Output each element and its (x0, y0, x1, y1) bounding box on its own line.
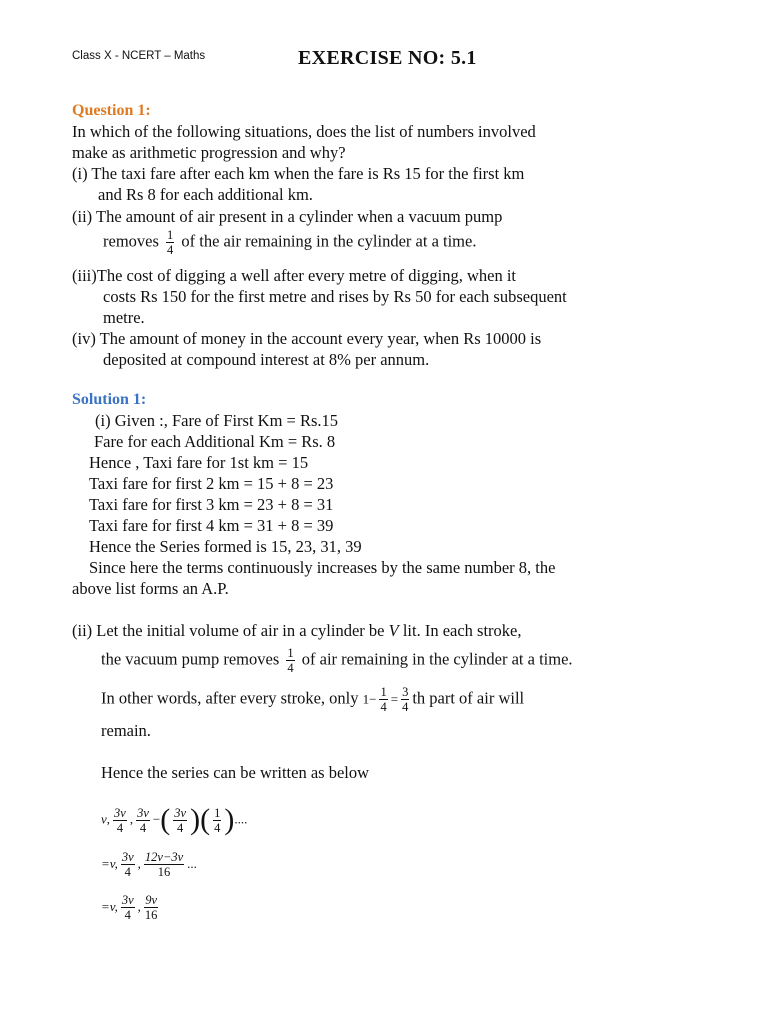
question-heading: Question 1: (72, 102, 151, 119)
question-item-i-line-2: and Rs 8 for each additional km. (98, 185, 313, 204)
question-item-ii-line-2: removes $\frac{1}{4}$ of the air remaining in the cylinder at a time. (103, 228, 477, 257)
fraction-3v-over-4: $\frac{3v}{4}$ (121, 893, 134, 922)
solution-ii-line-1: (ii) Let the initial volume of air in a cylinder be V lit. In each stroke, (72, 621, 522, 640)
fraction-3v-over-4: $\frac{3v}{4}$ (114, 805, 126, 835)
solution-heading: Solution 1: (72, 391, 147, 408)
question-intro-line-1: In which of the following situations, does the list of numbers involved (72, 122, 536, 141)
solution-line-1: (i) Given :, Fare of First Km = Rs.15 (95, 411, 339, 430)
fraction-one-quarter: $\frac{1}{4}$ (287, 646, 294, 675)
question-item-iv-line-2: deposited at compound interest at 8% per annum. (103, 350, 430, 369)
question-intro-line-2: make as arithmetic progression and why? (72, 143, 346, 162)
series-expression-2: =v, $\frac{3v}{4}$ , $\frac{12v-3v}{16}$ ... (101, 850, 197, 879)
question-item-ii-line-1: (ii) The amount of air present in a cylinder when a vacuum pump (72, 207, 503, 226)
solution-line-9: above list forms an A.P. (72, 579, 229, 598)
solution-line-7: Hence the Series formed is 15, 23, 31, 39 (89, 537, 362, 556)
solution-ii-line-4: remain. (101, 721, 151, 740)
fraction-3v-over-4: $\frac{3v}{4}$ (174, 805, 187, 835)
series-expression-3: =v, $\frac{3v}{4}$ , $\frac{9v}{16}$ (101, 893, 158, 922)
fraction-12v-minus-3v-over-16: $\frac{12v-3v}{16}$ (144, 850, 184, 879)
series-expression-1: v, $\frac{3v}{4}$ , $\frac{3v}{4}$ −( $\frac{3v}{4}$ )( $\frac{1}{4}$ ).... (101, 803, 248, 836)
solution-line-3: Hence , Taxi fare for 1st km = 15 (89, 453, 309, 472)
question-item-iii-line-2: costs Rs 150 for the first metre and rises by Rs 50 for each subsequent (103, 287, 567, 306)
question-item-iv-line-1: (iv) The amount of money in the account every year, when Rs 10000 is (72, 329, 542, 348)
fraction-3v-over-4: $\frac{3v}{4}$ (137, 805, 149, 835)
fraction-one-quarter: $\frac{1}{4}$ (167, 228, 174, 257)
solution-line-8: Since here the terms continuously increases by the same number 8, the (89, 558, 556, 577)
question-item-iii-line-1: (iii)The cost of digging a well after every metre of digging, when it (72, 266, 516, 285)
solution-ii-line-5: Hence the series can be written as below (101, 763, 370, 782)
question-item-i-line-1: (i) The taxi fare after each km when the fare is Rs 15 for the first km (72, 164, 525, 183)
fraction-9v-over-16: $\frac{9v}{16}$ (144, 893, 158, 922)
solution-ii-line-2: the vacuum pump removes $\frac{1}{4}$ of air remaining in the cylinder at a time. (101, 646, 573, 675)
solution-line-4: Taxi fare for first 2 km = 15 + 8 = 23 (89, 474, 334, 493)
solution-ii-line-3: In other words, after every stroke, only 1− $\frac{1}{4}$ = $\frac{3}{4}$ th part of air will (101, 685, 525, 714)
fraction-three-quarters: $\frac{3}{4}$ (402, 685, 409, 714)
page-title: EXERCISE NO: 5.1 (298, 47, 477, 69)
fraction-one-quarter: $\frac{1}{4}$ (380, 685, 387, 714)
solution-line-2: Fare for each Additional Km = Rs. 8 (94, 432, 336, 451)
fraction-one-quarter: $\frac{1}{4}$ (214, 805, 221, 835)
fraction-3v-over-4: $\frac{3v}{4}$ (121, 850, 134, 879)
solution-line-5: Taxi fare for first 3 km = 23 + 8 = 31 (89, 495, 334, 514)
header-course-label: Class X - NCERT – Maths (72, 50, 206, 62)
solution-line-6: Taxi fare for first 4 km = 31 + 8 = 39 (89, 516, 334, 535)
question-item-iii-line-3: metre. (103, 308, 145, 327)
